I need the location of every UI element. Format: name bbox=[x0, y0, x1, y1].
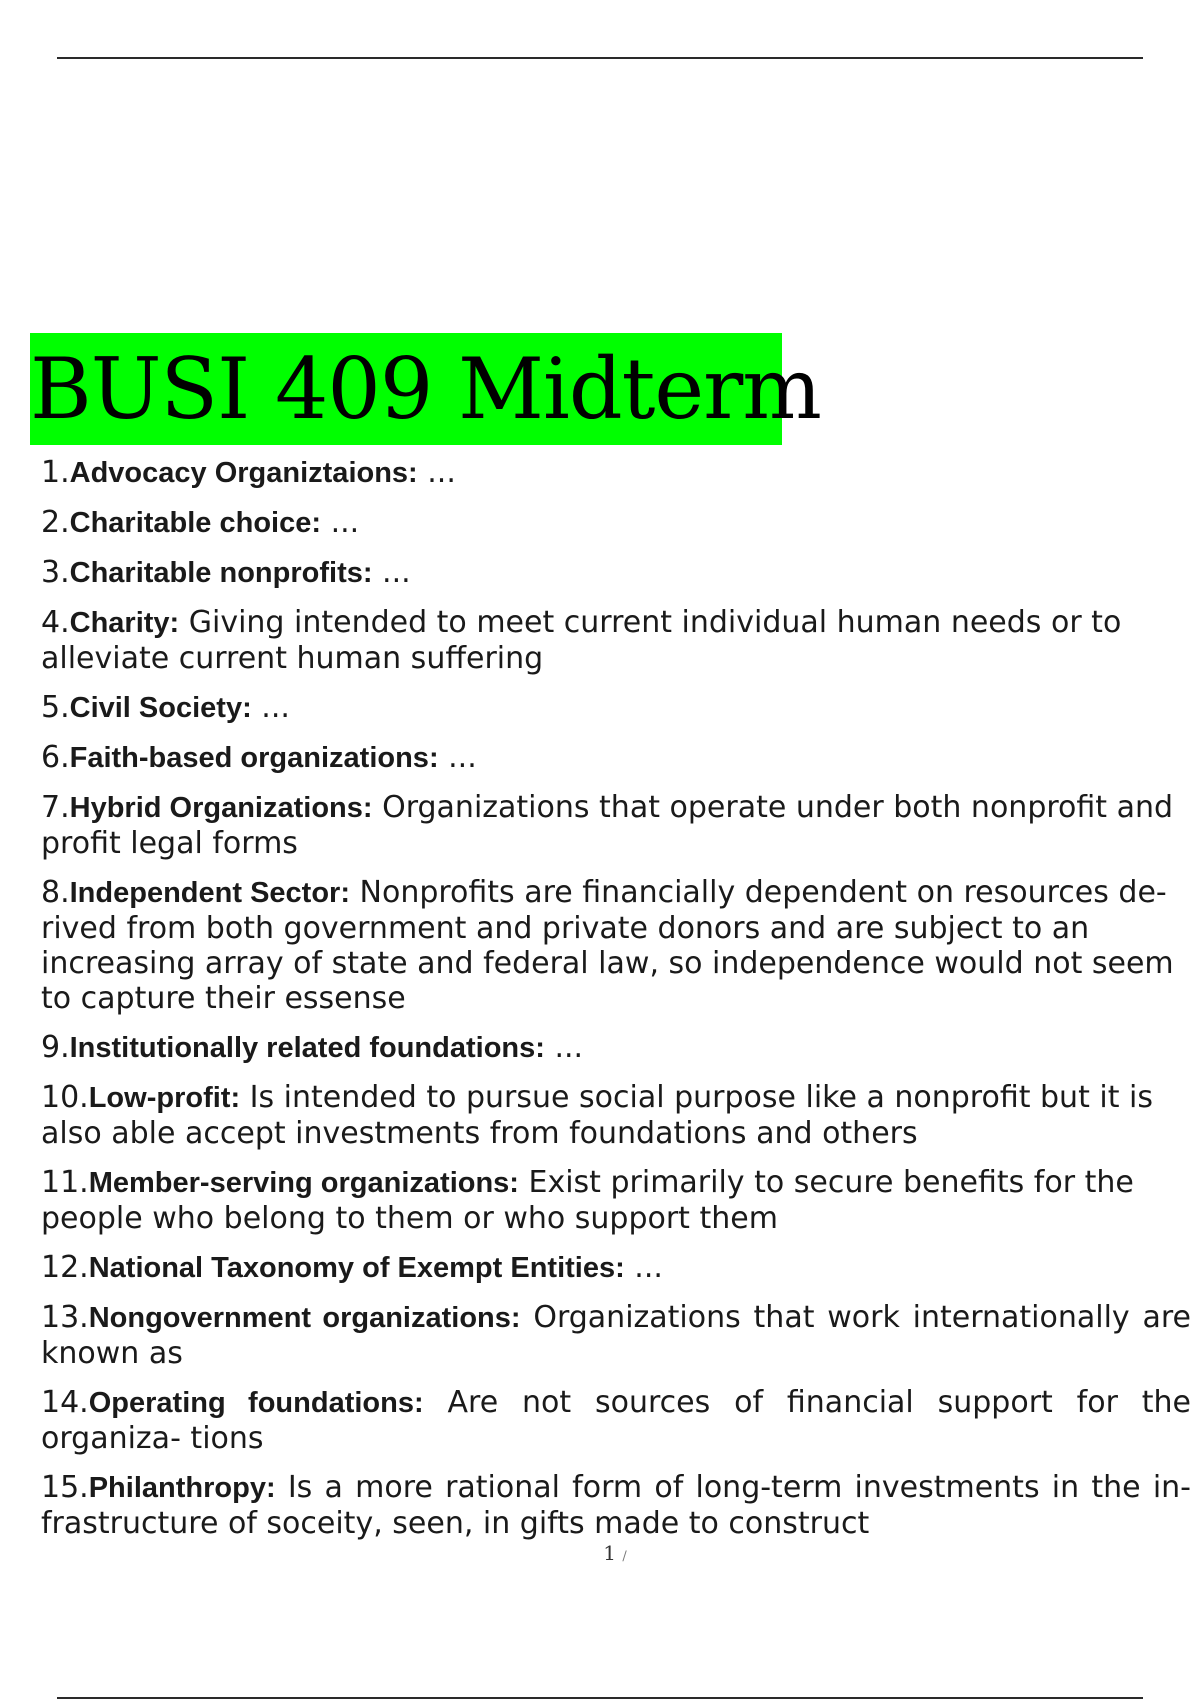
item-number: 13. bbox=[41, 1300, 89, 1335]
item-definition: Organizations that operate under both nonprofit and profit legal forms bbox=[41, 790, 1174, 861]
list-item bbox=[41, 1250, 1191, 1286]
item-number: 6. bbox=[41, 740, 70, 775]
item-term: Charity: bbox=[69, 607, 180, 639]
list-item bbox=[41, 740, 1191, 776]
item-definition: Organizations that work internationally are known as bbox=[41, 1300, 1191, 1371]
item-definition: Are not sources of financial support for the organiza- tions bbox=[41, 1385, 1192, 1456]
item-number: 7. bbox=[41, 790, 70, 825]
item-number: 2. bbox=[41, 505, 70, 540]
item-term: Faith-based organizations: bbox=[69, 742, 439, 774]
item-definition: ... bbox=[321, 505, 360, 540]
item-definition: ... bbox=[544, 1030, 584, 1065]
item-term: Charitable choice: bbox=[69, 507, 322, 539]
bottom-rule bbox=[57, 1697, 1143, 1699]
list-item bbox=[41, 1300, 1191, 1371]
page-title: BUSI 409 Midterm bbox=[30, 340, 821, 438]
item-number: 9. bbox=[41, 1030, 70, 1065]
item-definition: Is intended to pursue social purpose like a nonprofit but it is also able accept investments from foundations and others bbox=[41, 1080, 1153, 1151]
item-number: 3. bbox=[41, 555, 70, 590]
top-rule bbox=[57, 57, 1143, 59]
item-term: Low-profit: bbox=[88, 1082, 241, 1114]
item-definition: ... bbox=[417, 455, 456, 490]
item-definition: ... bbox=[624, 1250, 663, 1285]
item-number: 4. bbox=[41, 605, 70, 640]
page-number bbox=[0, 1541, 1200, 1565]
item-number: 1. bbox=[41, 455, 70, 490]
item-number: 8. bbox=[41, 875, 70, 910]
list-item bbox=[41, 690, 1191, 726]
item-term: Institutionally related foundations: bbox=[69, 1032, 545, 1064]
item-term: Member-serving organizations: bbox=[88, 1167, 519, 1199]
page-number-value: 1 bbox=[603, 1541, 616, 1565]
item-term: Advocacy Organiztaions: bbox=[69, 457, 418, 489]
item-term: National Taxonomy of Exempt Entities: bbox=[88, 1252, 625, 1284]
list-item bbox=[41, 555, 1191, 591]
item-definition: ... bbox=[438, 740, 477, 775]
term-list bbox=[41, 455, 1191, 1555]
list-item bbox=[41, 505, 1191, 541]
item-number: 14. bbox=[41, 1385, 89, 1420]
item-term: Civil Society: bbox=[69, 692, 252, 724]
item-number: 10. bbox=[41, 1080, 89, 1115]
item-number: 11. bbox=[41, 1165, 89, 1200]
item-term: Nongovernment organizations: bbox=[88, 1302, 521, 1334]
item-term: Hybrid Organizations: bbox=[69, 792, 373, 824]
item-definition: Is a more rational form of long-term investments in the in- frastructure of soceity, seen, in gifts made to construct bbox=[41, 1470, 1191, 1541]
list-item bbox=[41, 1165, 1191, 1236]
item-definition: ... bbox=[251, 690, 290, 725]
list-item bbox=[41, 1080, 1191, 1151]
item-number: 5. bbox=[41, 690, 70, 725]
list-item bbox=[41, 1385, 1191, 1456]
list-item bbox=[41, 875, 1191, 1016]
item-number: 12. bbox=[41, 1250, 89, 1285]
item-definition: ... bbox=[372, 555, 411, 590]
item-term: Philanthropy: bbox=[88, 1472, 276, 1504]
item-definition: Exist primarily to secure benefits for the people who belong to them or who support them bbox=[41, 1165, 1134, 1236]
item-definition: Nonprofits are financially dependent on resources de- rived from both government and private donors and are subject to an increasing array of state and federal law, so independence would not seem to capture their essense bbox=[41, 875, 1174, 1016]
title-highlight bbox=[30, 333, 821, 445]
item-definition: Giving intended to meet current individual human needs or to alleviate current human suffering bbox=[41, 605, 1122, 676]
item-term: Independent Sector: bbox=[69, 877, 350, 909]
item-term: Charitable nonprofits: bbox=[69, 557, 373, 589]
page-number-suffix: / bbox=[622, 1549, 627, 1564]
list-item bbox=[41, 790, 1191, 861]
item-term: Operating foundations: bbox=[88, 1387, 424, 1419]
list-item bbox=[41, 455, 1191, 491]
list-item bbox=[41, 1030, 1191, 1066]
list-item bbox=[41, 605, 1191, 676]
list-item bbox=[41, 1470, 1191, 1541]
item-number: 15. bbox=[41, 1470, 89, 1505]
